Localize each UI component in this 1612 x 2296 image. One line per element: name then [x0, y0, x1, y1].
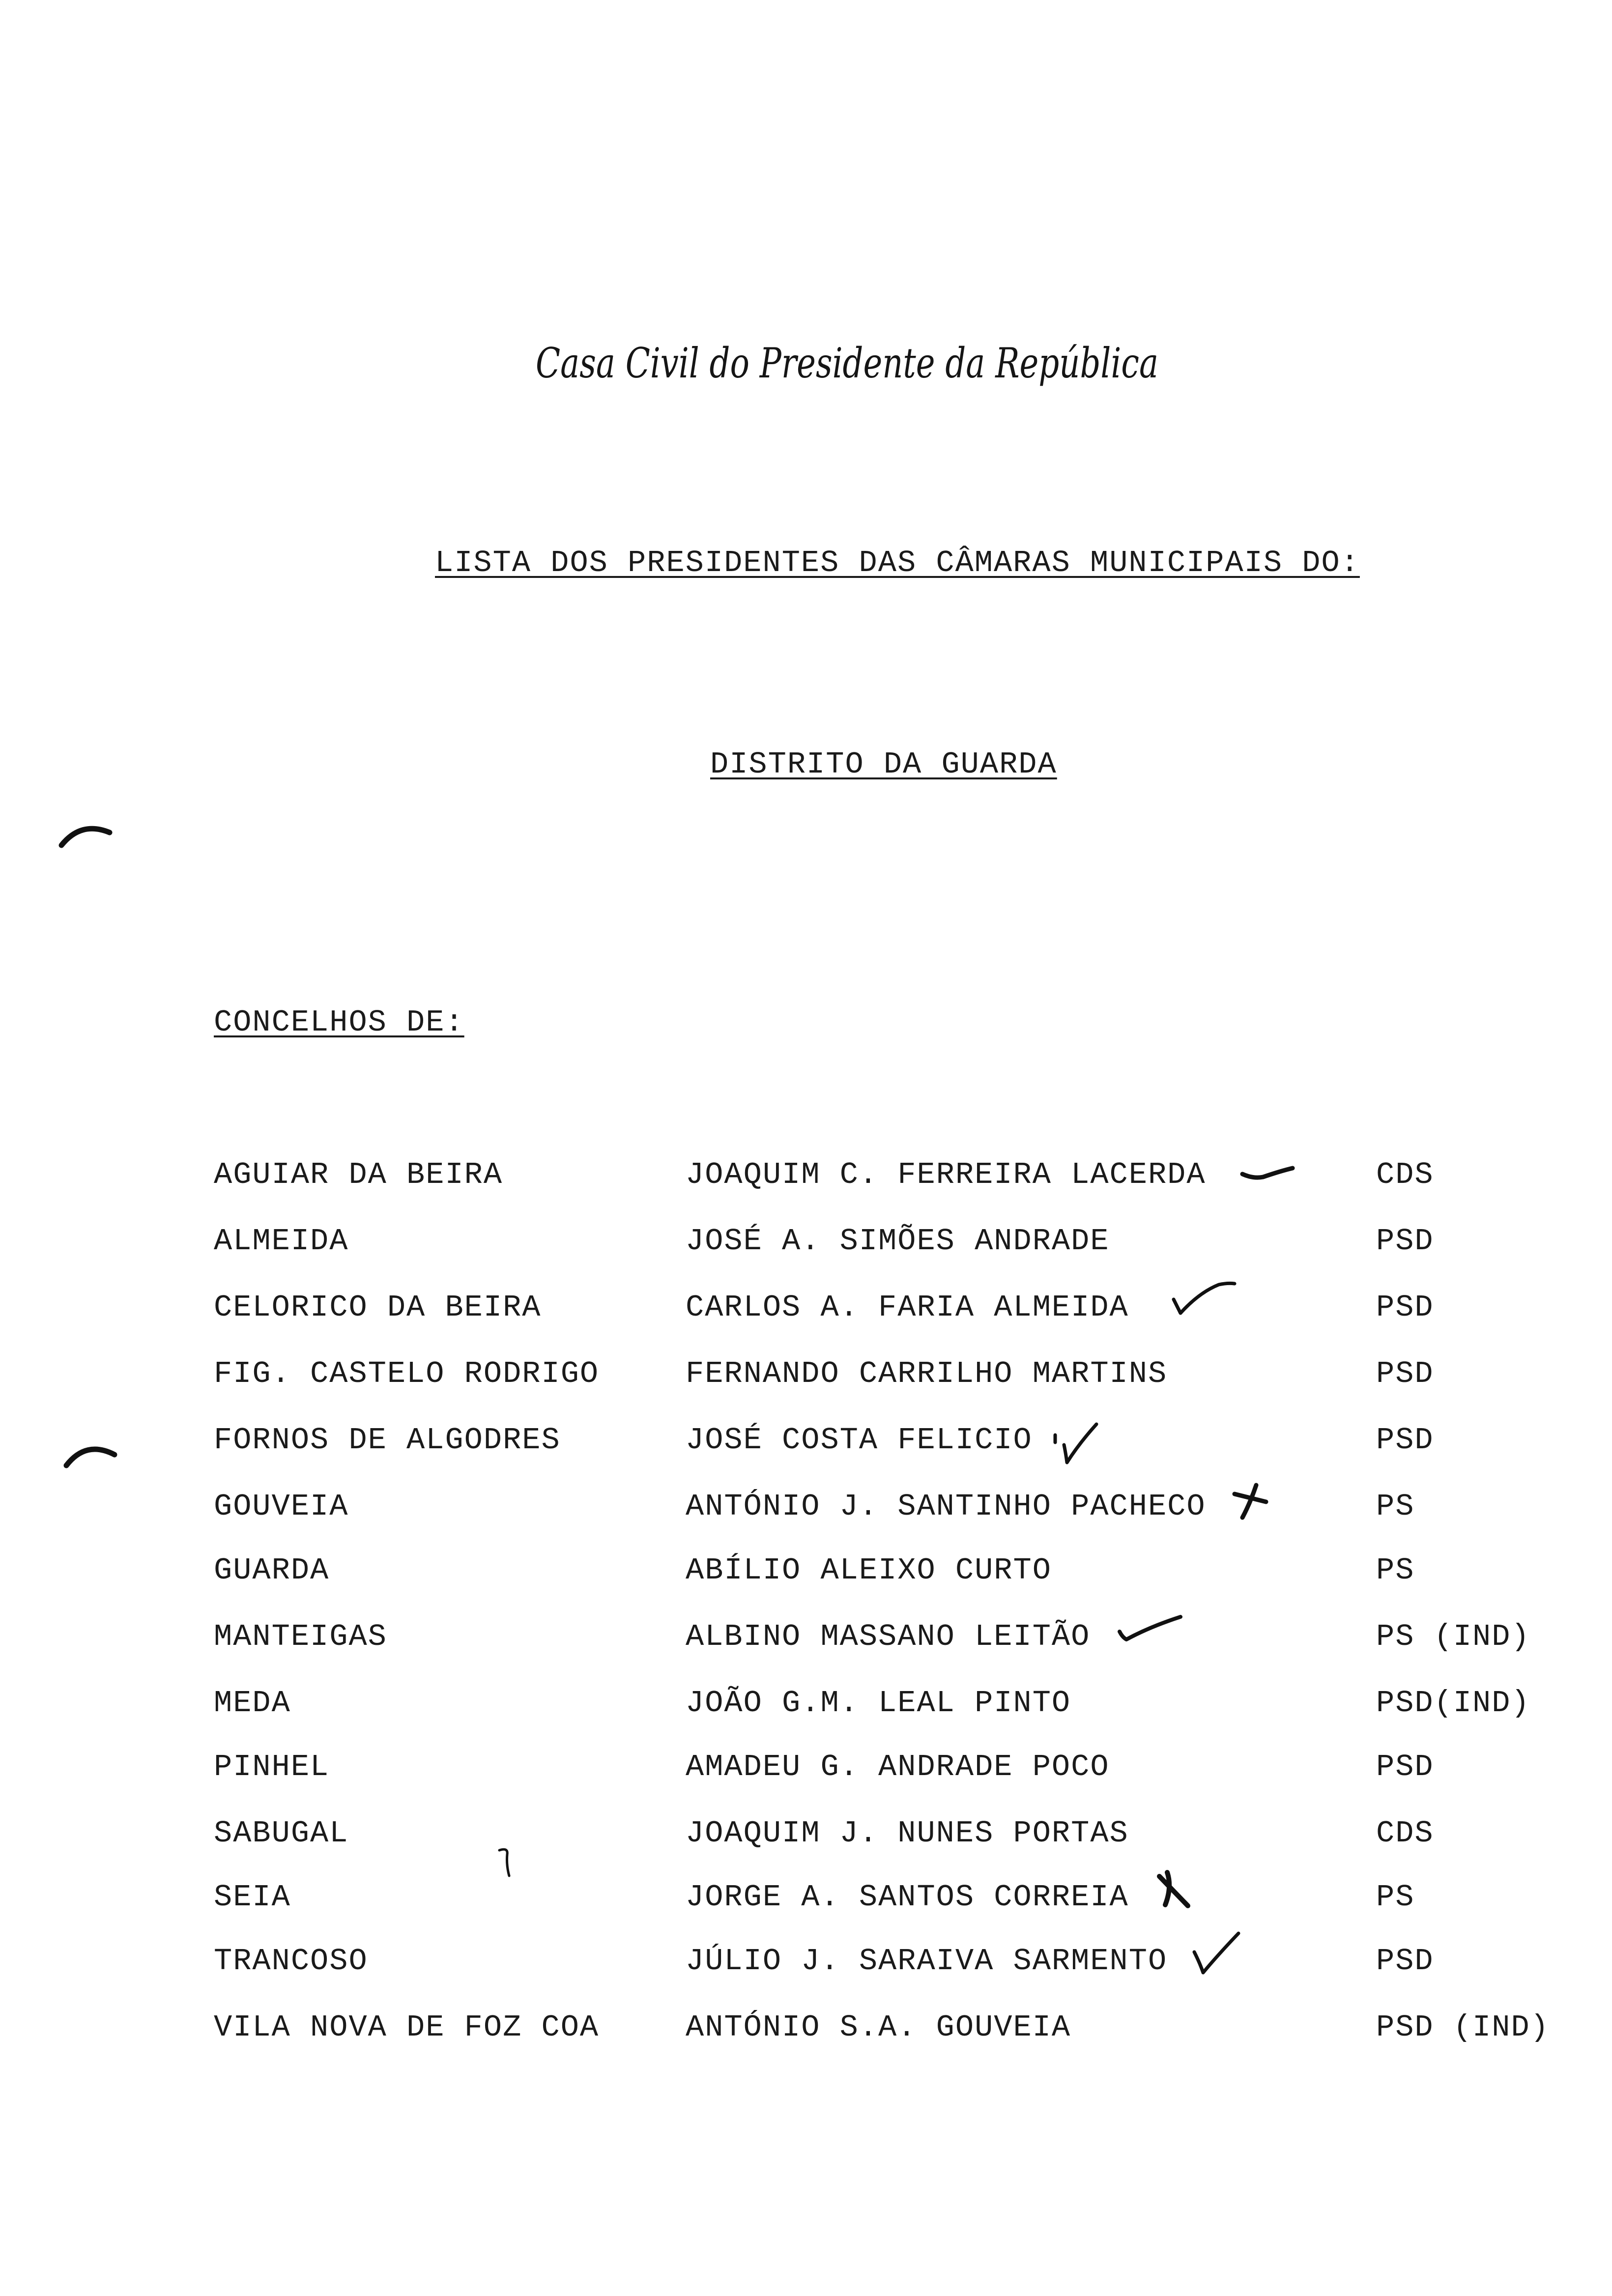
president-cell: JOSÉ A. SIMÕES ANDRADE — [686, 1224, 1110, 1259]
party-cell: PSD — [1376, 1290, 1434, 1325]
municipality-cell: FORNOS DE ALGODRES — [214, 1423, 561, 1458]
president-cell: ANTÓNIO S.A. GOUVEIA — [686, 2010, 1071, 2045]
party-cell: PS (IND) — [1376, 1619, 1530, 1654]
table-row — [0, 1944, 1612, 1988]
municipality-cell: SEIA — [214, 1880, 291, 1915]
margin-arc-icon — [61, 1435, 120, 1474]
section-label: CONCELHOS DE: — [214, 1005, 464, 1040]
table-row — [0, 1157, 1612, 1202]
president-cell: JOÃO G.M. LEAL PINTO — [686, 1686, 1071, 1721]
party-cell: PSD — [1376, 1423, 1434, 1458]
municipality-cell: ALMEIDA — [214, 1224, 349, 1259]
party-cell: PSD — [1376, 1224, 1434, 1259]
district-title: DISTRITO DA GUARDA — [710, 747, 1057, 782]
president-cell: JOAQUIM C. FERREIRA LACERDA — [686, 1157, 1206, 1192]
party-cell: CDS — [1376, 1157, 1434, 1192]
municipality-cell: TRANCOSO — [214, 1944, 368, 1979]
check-mark-icon — [1116, 1607, 1184, 1651]
check-mark-icon — [1170, 1278, 1238, 1322]
table-row — [0, 1619, 1612, 1664]
table-row — [0, 1290, 1612, 1334]
table-row — [0, 1553, 1612, 1597]
party-cell: PS — [1376, 1880, 1415, 1915]
table-row — [0, 1686, 1612, 1730]
municipality-cell: SABUGAL — [214, 1816, 349, 1851]
letterhead-text: Casa Civil do Presidente da República — [536, 339, 1159, 387]
president-cell: JORGE A. SANTOS CORREIA — [686, 1880, 1129, 1915]
table-row — [0, 1489, 1612, 1533]
municipality-cell: MANTEIGAS — [214, 1619, 387, 1654]
table-row — [0, 1423, 1612, 1467]
stray-mark-icon — [496, 1845, 516, 1880]
party-cell: PS — [1376, 1553, 1415, 1588]
president-cell: ANTÓNIO J. SANTINHO PACHECO — [686, 1489, 1206, 1524]
document-heading: LISTA DOS PRESIDENTES DAS CÂMARAS MUNICIPAIS DO: — [435, 545, 1360, 580]
municipality-cell: GOUVEIA — [214, 1489, 349, 1524]
table-row — [0, 1880, 1612, 1924]
municipality-cell: MEDA — [214, 1686, 291, 1721]
party-cell: PSD — [1376, 1356, 1434, 1391]
margin-arc-icon — [57, 816, 115, 855]
table-row — [0, 1750, 1612, 1794]
municipality-cell: CELORICO DA BEIRA — [214, 1290, 542, 1325]
president-cell: ALBINO MASSANO LEITÃO — [686, 1619, 1091, 1654]
president-cell: AMADEU G. ANDRADE POCO — [686, 1750, 1110, 1784]
party-cell: PSD (IND) — [1376, 2010, 1550, 2045]
party-cell: PS — [1376, 1489, 1415, 1524]
president-cell: FERNANDO CARRILHO MARTINS — [686, 1356, 1168, 1391]
table-row — [0, 2010, 1612, 2054]
check-mark-icon — [1049, 1415, 1103, 1469]
party-cell: PSD(IND) — [1376, 1686, 1530, 1721]
municipality-cell: PINHEL — [214, 1750, 330, 1784]
president-cell: CARLOS A. FARIA ALMEIDA — [686, 1290, 1129, 1325]
president-cell: JOSÉ COSTA FELICIO — [686, 1423, 1033, 1458]
municipality-cell: FIG. CASTELO RODRIGO — [214, 1356, 600, 1391]
table-row — [0, 1816, 1612, 1860]
cross-mark-icon — [1152, 1867, 1197, 1912]
municipality-cell: VILA NOVA DE FOZ COA — [214, 2010, 600, 2045]
check-mark-icon — [1238, 1157, 1297, 1187]
president-cell: ABÍLIO ALEIXO CURTO — [686, 1553, 1052, 1588]
table-row — [0, 1356, 1612, 1401]
party-cell: PSD — [1376, 1750, 1434, 1784]
table-row — [0, 1224, 1612, 1268]
municipality-cell: GUARDA — [214, 1553, 330, 1588]
party-cell: PSD — [1376, 1944, 1434, 1979]
president-cell: JOAQUIM J. NUNES PORTAS — [686, 1816, 1129, 1851]
check-mark-icon — [1189, 1926, 1243, 1980]
cross-mark-icon — [1229, 1479, 1273, 1523]
party-cell: CDS — [1376, 1816, 1434, 1851]
municipality-cell: AGUIAR DA BEIRA — [214, 1157, 503, 1192]
president-cell: JÚLIO J. SARAIVA SARMENTO — [686, 1944, 1168, 1979]
